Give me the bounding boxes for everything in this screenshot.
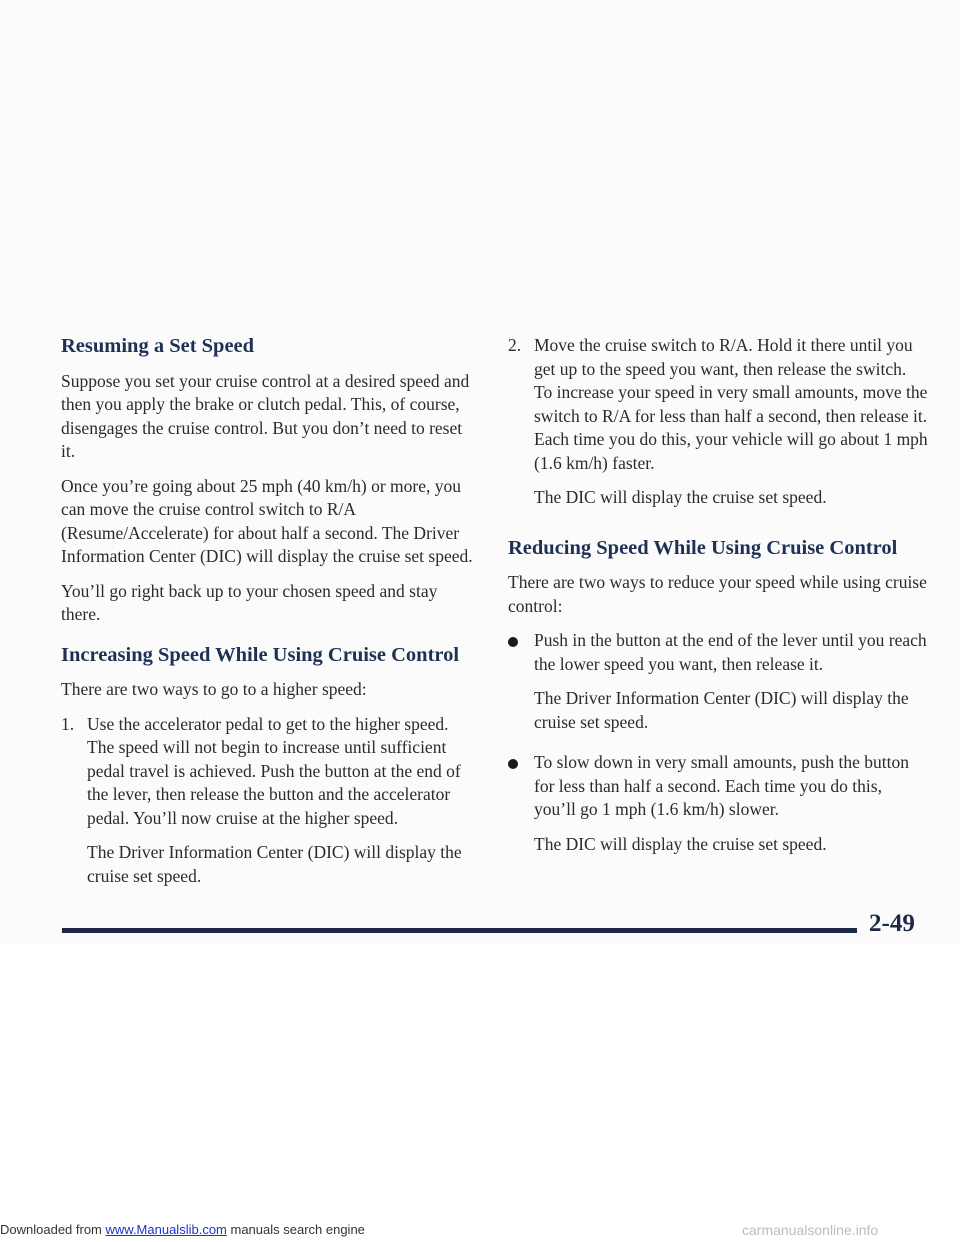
heading-resuming-set-speed: Resuming a Set Speed [61,335,255,357]
paragraph: There are two ways to go to a higher speed: [61,679,367,700]
item-text: Use the accelerator pedal to get to the higher speed. The speed will not begin to increase until sufficient pedal travel is achieved. Push the button at the end of the lever, then release the button and the accelerator pedal. You’ll now cruise at the higher speed. [87,713,461,828]
bullet-icon [508,751,534,867]
bullet-icon [508,629,534,745]
item-note: The Driver Information Center (DIC) will display the cruise set speed. [534,688,909,732]
item-body [534,334,928,526]
paragraph: Once you’re going about 25 mph (40 km/h) or more, you can move the cruise control switch to R/A (Resume/Accelerate) for about half a second. The Driver Information Center (DIC) will display the cruise set speed. [61,475,473,567]
right-column [508,334,928,873]
item-body [534,751,928,867]
heading-reducing-speed: Reducing Speed While Using Cruise Control [508,536,898,559]
numbered-item-1 [61,713,476,900]
item-note: The DIC will display the cruise set speed. [534,487,827,507]
item-body [534,629,928,745]
heading-increasing-speed: Increasing Speed While Using Cruise Control [61,643,460,666]
left-column [61,334,476,909]
manualslib-link[interactable]: www.Manualslib.com [105,1222,227,1237]
item-text: Move the cruise switch to R/A. Hold it there until you get up to the speed you want, then release the switch. To increase your speed in very small amounts, move the switch to R/A for less than half a second, then release it. Each time you do this, your vehicle will go about 1 mph (1.6 km/h) faster. [534,335,928,473]
item-note: The Driver Information Center (DIC) will display the cruise set speed. [87,842,462,886]
paragraph: There are two ways to reduce your speed while using cruise control: [508,572,927,616]
page-number: 2-49 [869,910,915,937]
item-note: The DIC will display the cruise set speed. [534,833,827,854]
bullet-item-1 [508,629,928,745]
paragraph: Suppose you set your cruise control at a desired speed and then you apply the brake or clutch pedal. This, of course, disengages the cruise control. But you don’t need to reset it. [61,370,470,462]
item-body [87,713,476,900]
bullet-item-2 [508,751,928,867]
footer-rule [62,928,857,933]
footer-suffix: manuals search engine [226,1222,365,1237]
item-text: To slow down in very small amounts, push the button for less than half a second. Each time you do this, you’ll go 1 mph (1.6 km/h) slower. [534,752,910,820]
item-text: Push in the button at the end of the lever until you reach the lower speed you want, then release it. [534,630,927,674]
item-number: 1. [61,713,75,734]
paragraph: You’ll go right back up to your chosen speed and stay there. [61,580,438,625]
download-footer [0,1222,365,1237]
footer-prefix: Downloaded from [0,1222,106,1237]
numbered-item-2 [508,334,928,526]
item-number: 2. [508,335,522,355]
watermark: carmanualsonline.info [742,1222,879,1238]
